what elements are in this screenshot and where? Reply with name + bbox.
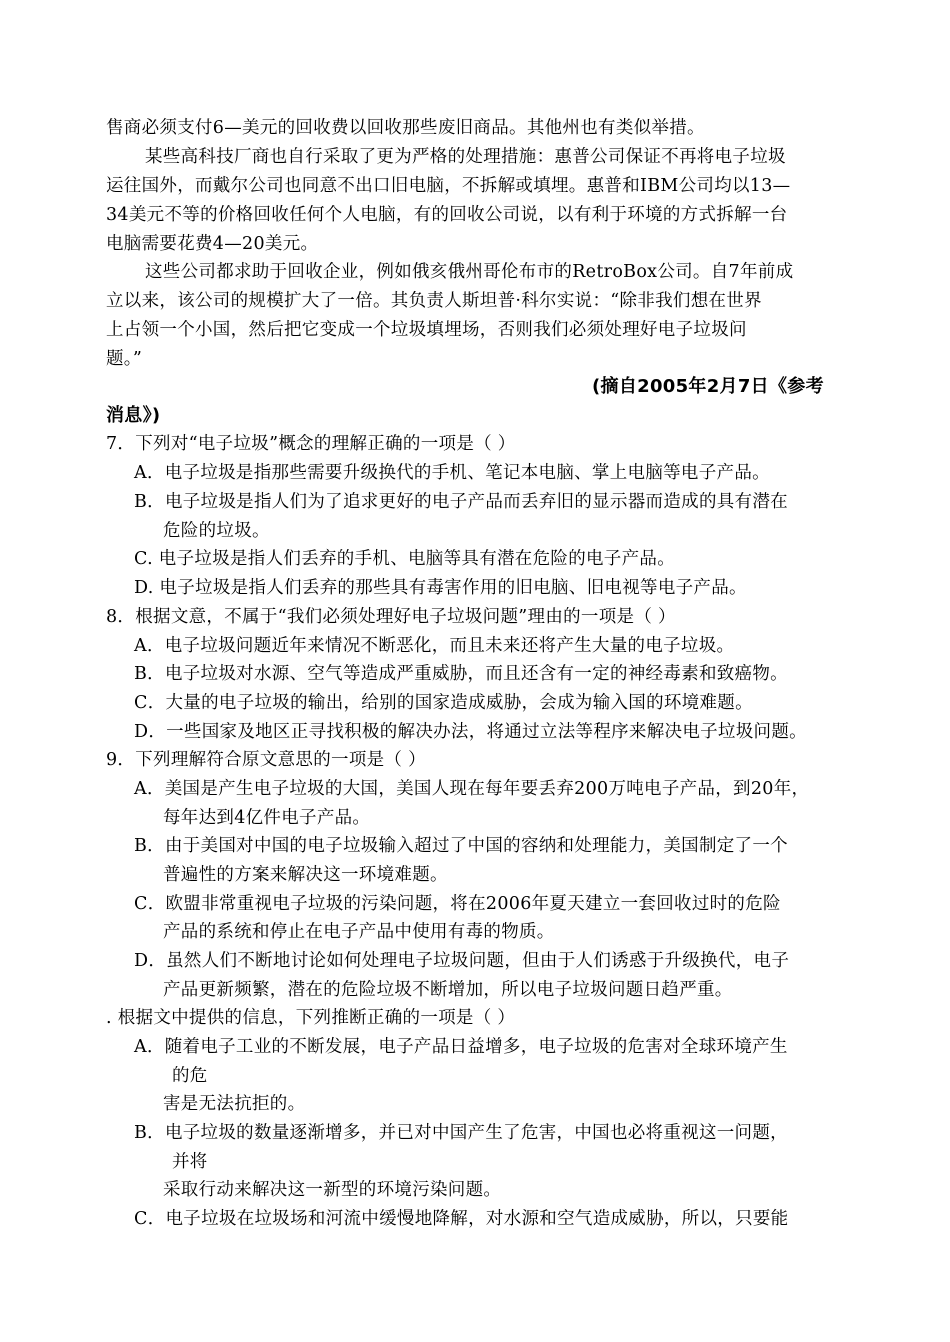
- question-9-option-b-cont: 普遍性的方案来解决这一环境难题。: [163, 865, 448, 885]
- passage-line: 运往国外，而戴尔公司也同意不出口旧电脑，不拆解或填埋。惠普和IBM公司均以13—: [106, 176, 791, 196]
- passage-line: 上占领一个小国，然后把它变成一个垃圾填埋场，否则我们必须处理好电子垃圾问: [106, 320, 747, 340]
- passage-line: 立以来，该公司的规模扩大了一倍。其负责人斯坦普·科尔实说：“除非我们想在世界: [106, 291, 762, 311]
- question-8-option-b: B．电子垃圾对水源、空气等造成严重威胁，而且还含有一定的神经毒素和致癌物。: [134, 664, 788, 684]
- question-7-option-b-cont: 危险的垃圾。: [163, 521, 270, 541]
- question-9-option-a: A．美国是产生电子垃圾的大国，美国人现在每年要丢弃200万吨电子产品，到20年，: [134, 779, 810, 799]
- question-10-stem: . 根据文中提供的信息，下列推断正确的一项是（ ）: [106, 1008, 516, 1028]
- question-9-option-a-cont: 每年达到4亿件电子产品。: [163, 808, 371, 828]
- question-10-option-b-cont2: 采取行动来解决这一新型的环境污染问题。: [163, 1180, 502, 1200]
- question-10-option-b: B．电子垃圾的数量逐渐增多，并已对中国产生了危害，中国也必将重视这一问题，: [134, 1123, 788, 1143]
- question-7-option-c: C. 电子垃圾是指人们丢弃的手机、电脑等具有潜在危险的电子产品。: [134, 549, 675, 569]
- question-10-option-c: C．电子垃圾在垃圾场和河流中缓慢地降解，对水源和空气造成威胁，所以，只要能: [134, 1209, 789, 1229]
- question-9-option-b: B．由于美国对中国的电子垃圾输入超过了中国的容纳和处理能力，美国制定了一个: [134, 836, 788, 856]
- question-10-option-a-cont: 的危: [172, 1066, 208, 1086]
- passage-line: 电脑需要花费4—20美元。: [106, 234, 319, 254]
- passage-line: 这些公司都求助于回收企业，例如俄亥俄州哥伦布市的RetroBox公司。自7年前成: [145, 262, 794, 282]
- passage-line: 售商必须支付6—美元的回收费以回收那些废旧商品。其他州也有类似举措。: [106, 118, 705, 138]
- source-citation-cont: 消息》): [106, 405, 161, 426]
- question-9-stem: 9．下列理解符合原文意思的一项是（ ）: [106, 750, 426, 770]
- passage-line: 题。”: [106, 349, 143, 369]
- question-7-option-b: B．电子垃圾是指人们为了追求更好的电子产品而丢弃旧的显示器而造成的具有潜在: [134, 492, 788, 512]
- passage-line: 34美元不等的价格回收任何个人电脑，有的回收公司说，以有利于环境的方式拆解一台: [106, 205, 788, 225]
- question-8-option-a: A．电子垃圾问题近年来情况不断恶化，而且未来还将产生大量的电子垃圾。: [134, 636, 735, 656]
- question-8-stem: 8．根据文意，不属于“我们必须处理好电子垃圾问题”理由的一项是（ ）: [106, 607, 676, 627]
- question-10-option-b-cont: 并将: [172, 1152, 208, 1172]
- question-8-option-c: C．大量的电子垃圾的输出，给别的国家造成威胁，会成为输入国的环境难题。: [134, 693, 753, 713]
- question-10-option-a: A．随着电子工业的不断发展，电子产品日益增多，电子垃圾的危害对全球环境产生: [134, 1037, 788, 1057]
- question-9-option-c: C．欧盟非常重视电子垃圾的污染问题，将在2006年夏天建立一套回收过时的危险: [134, 894, 781, 914]
- question-7-stem: 7．下列对“电子垃圾”概念的理解正确的一项是（ ）: [106, 434, 516, 454]
- passage-line: 某些高科技厂商也自行采取了更为严格的处理措施：惠普公司保证不再将电子垃圾: [145, 147, 786, 167]
- question-9-option-d-cont: 产品更新频繁，潜在的危险垃圾不断增加，所以电子垃圾问题日趋严重。: [163, 980, 733, 1000]
- question-7-option-a: A．电子垃圾是指那些需要升级换代的手机、笔记本电脑、掌上电脑等电子产品。: [134, 463, 770, 483]
- question-9-option-c-cont: 产品的系统和停止在电子产品中使用有毒的物质。: [163, 922, 555, 942]
- question-7-option-d: D. 电子垃圾是指人们丢弃的那些具有毒害作用的旧电脑、旧电视等电子产品。: [134, 578, 747, 598]
- question-10-option-a-cont2: 害是无法抗拒的。: [163, 1094, 306, 1114]
- question-9-option-d: D．虽然人们不断地讨论如何处理电子垃圾问题，但由于人们诱惑于升级换代，电子: [134, 951, 790, 971]
- question-8-option-d: D．一些国家及地区正寻找积极的解决办法，将通过立法等程序来解决电子垃圾问题。: [134, 722, 807, 742]
- source-citation: (摘自2005年2月7日《参考: [592, 376, 824, 397]
